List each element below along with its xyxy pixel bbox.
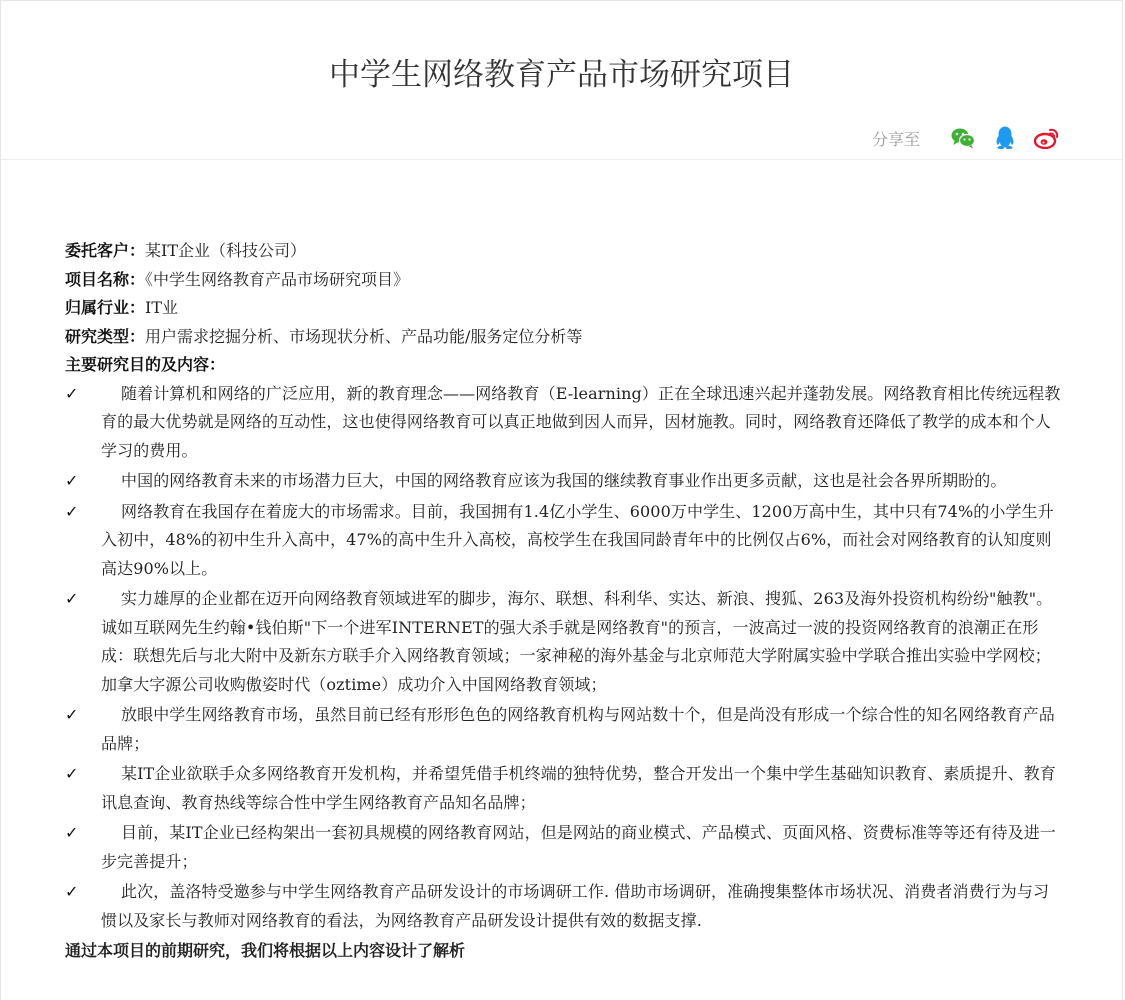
page-title: 中学生网络教育产品市场研究项目 — [329, 57, 794, 93]
share-bar — [872, 125, 1060, 151]
list-item-text: 中国的网络教育未来的市场潜力巨大，中国的网络教育应该为我国的继续教育事业作出更多贡献，这也是社会各界所期盼的。 — [121, 471, 1007, 490]
meta-label: 归属行业： — [65, 298, 146, 317]
meta-value: IT业 — [145, 298, 179, 317]
meta-project-name — [65, 266, 1065, 295]
list-item-text: 实力雄厚的企业都在迈开向网络教育领域进军的脚步，海尔、联想、科利华、实达、新浪、搜狐、263及海外投资机构纷纷"触教"。 诚如互联网先生约翰•钱伯斯"下一个进军INTERNET的强大杀手就是网络教育"的预言，一波高过一波的投资网络教育的浪潮正在形成：联想先后与北大附中及新东方联手介入网络教育领域；一家神秘的海外基金与北京师范大学附属实验中学联合推出实验中学网校；加拿大字源公司收购傲姿时代（oztime）成功介入中国网络教育领域； — [101, 589, 1053, 694]
list-item-text: 网络教育在我国存在着庞大的市场需求。目前，我国拥有1.4亿小学生、6000万中学生、1200万高中生，其中只有74%的小学生升入初中，48%的初中生升入高中，47%的高中生升入高校，高校学生在我国同龄青年中的比例仅占6%，而社会对网络教育的认知度则高达90%以上。 — [101, 501, 1054, 578]
footer-partial-text: 通过本项目的前期研究，我们将根据以上内容设计了解析 — [65, 941, 466, 960]
share-label: 分享至 — [871, 129, 920, 149]
meta-value: 《中学生网络教育产品市场研究项目》 — [145, 269, 410, 289]
check-icon: ✓ — [65, 471, 79, 490]
check-icon: ✓ — [65, 383, 79, 403]
meta-label: 研究类型： — [65, 326, 146, 346]
list-item — [65, 878, 1065, 935]
check-icon: ✓ — [65, 501, 79, 521]
list-item — [65, 467, 1065, 496]
meta-research-type — [65, 323, 1065, 352]
meta-client — [65, 237, 1065, 266]
check-icon: ✓ — [65, 705, 79, 724]
list-item-text: 放眼中学生网络教育市场，虽然目前已经有形形色色的网络教育机构与网站数十个，但是尚没有形成一个综合性的知名网络教育产品品牌； — [101, 705, 1055, 753]
list-item-text: 目前，某IT企业已经构架出一套初具规模的网络教育网站，但是网站的商业模式、产品模式、页面风格、资费标准等等还有待及进一步完善提升； — [101, 823, 1056, 871]
qq-icon[interactable] — [992, 125, 1018, 151]
check-icon: ✓ — [65, 764, 79, 783]
list-item-text: 某IT企业欲联手众多网络教育开发机构，并希望凭借手机终端的独特优势，整合开发出一个集中学生基础知识教育、素质提升、教育讯息查询、教育热线等综合性中学生网络教育产品知名品牌； — [101, 764, 1056, 812]
meta-industry — [65, 294, 1065, 323]
list-item — [65, 585, 1065, 699]
weibo-icon[interactable] — [1034, 125, 1060, 151]
section-title: 主要研究目的及内容： — [65, 355, 226, 374]
list-item-text: 此次，盖洛特受邀参与中学生网络教育产品研发设计的市场调研工作. 借助市场调研，准确搜集整体市场状况、消费者消费行为与习惯以及家长与教师对网络教育的看法，为网络教育产品研发设计提供有效的数据支撑. — [101, 882, 1050, 930]
meta-label: 项目名称： — [65, 269, 146, 289]
article-body — [65, 237, 1065, 966]
list-item — [65, 498, 1065, 584]
list-item — [65, 760, 1065, 817]
list-item-text: 随着计算机和网络的广泛应用，新的教育理念——网络教育（E-learning）正在全球迅速兴起并蓬勃发展。网络教育相比传统远程教育的最大优势就是网络的互动性，这也使得网络教育可以真正地做到因人而异，因材施教。同时，网络教育还降低了教学的成本和个人学习的费用。 — [101, 383, 1061, 460]
meta-label: 委托客户： — [65, 241, 146, 260]
content-list — [65, 380, 1065, 936]
check-icon: ✓ — [65, 823, 79, 842]
meta-value: 用户需求挖掘分析、市场现状分析、产品功能/服务定位分析等 — [145, 326, 583, 346]
article-header — [1, 1, 1122, 160]
list-item — [65, 701, 1065, 758]
check-icon: ✓ — [65, 589, 79, 608]
list-item — [65, 819, 1065, 876]
meta-value: 某IT企业（科技公司） — [145, 241, 307, 260]
wechat-icon[interactable] — [950, 125, 976, 151]
check-icon: ✓ — [65, 882, 79, 901]
list-item — [65, 380, 1065, 466]
